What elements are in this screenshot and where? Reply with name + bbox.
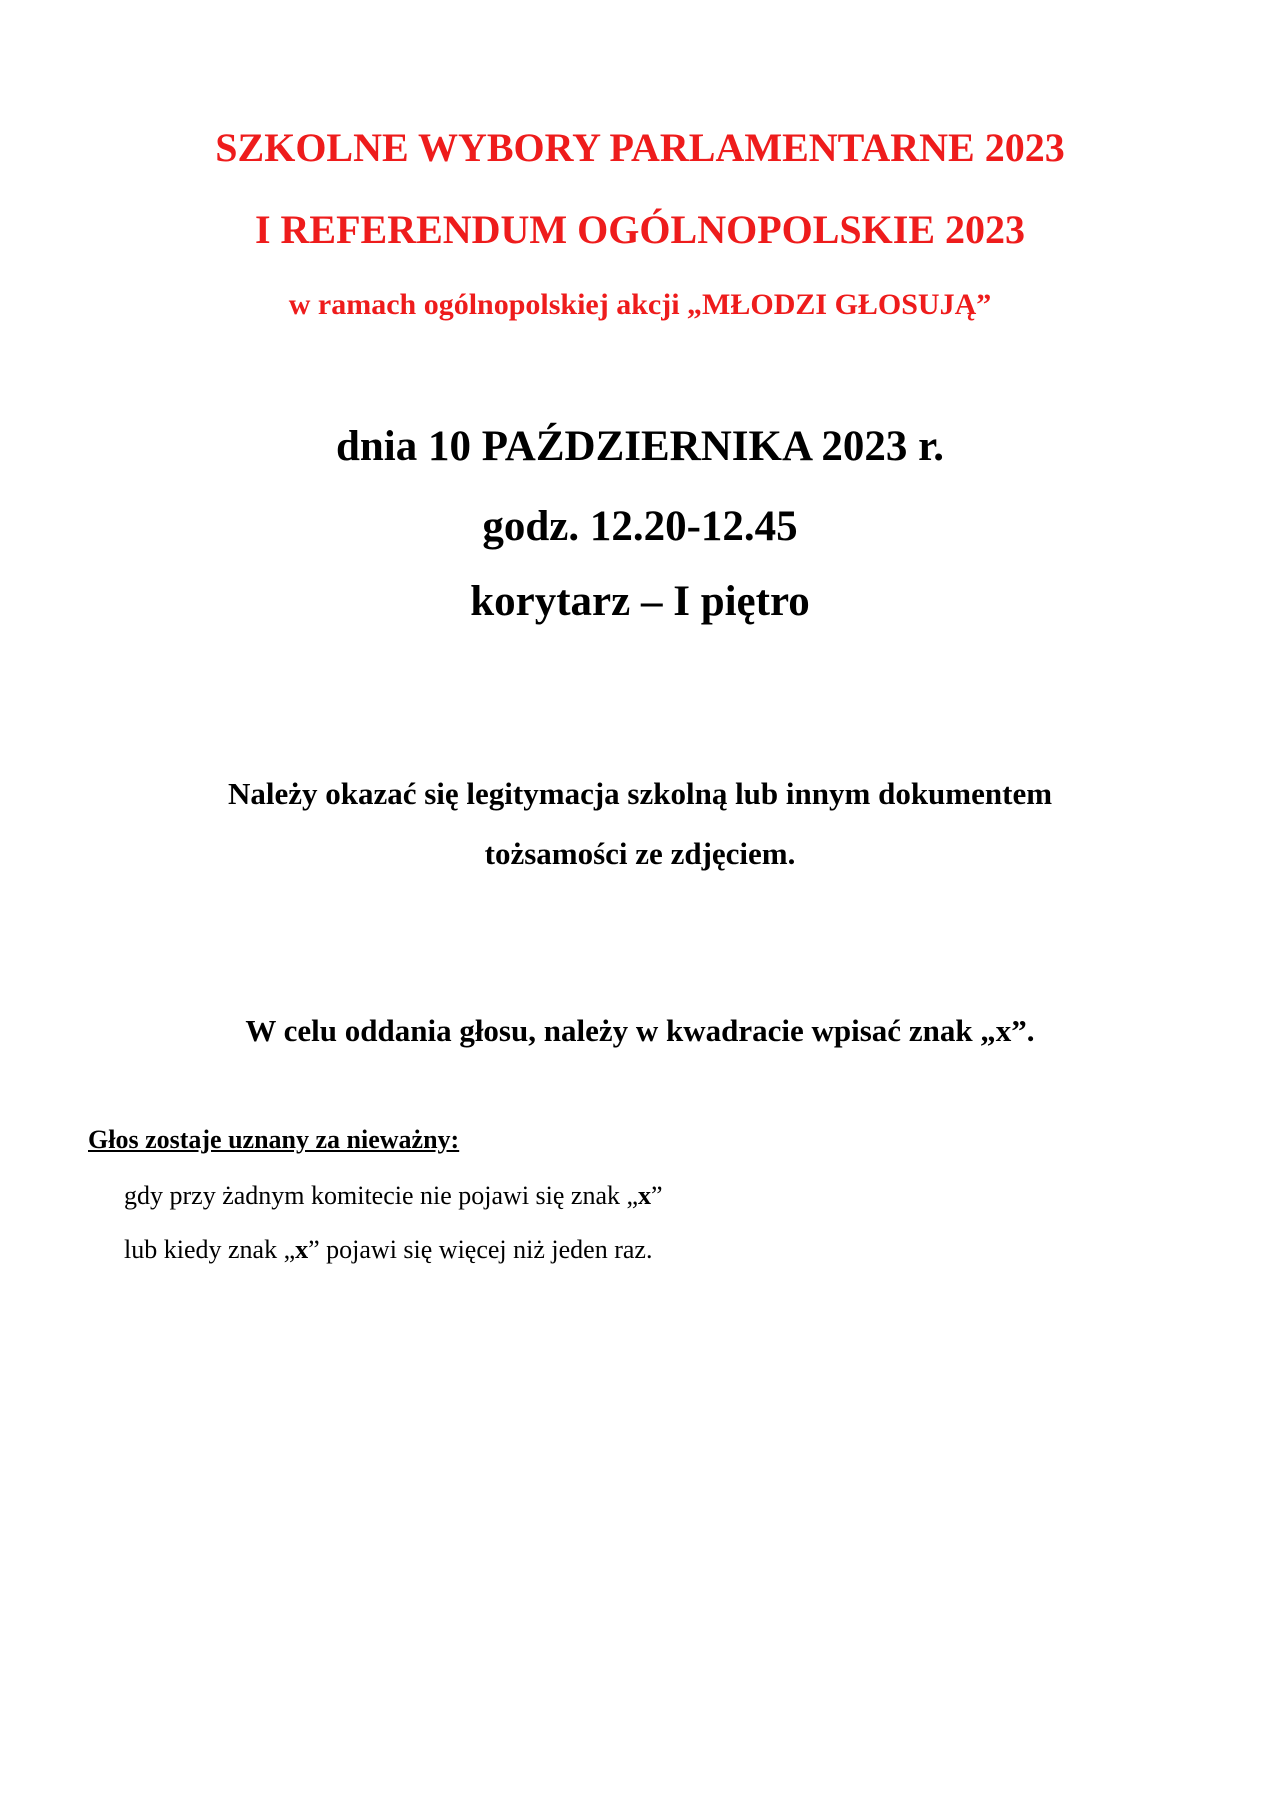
invalid-rule-1-mark: x bbox=[638, 1181, 652, 1210]
title-line-1: SZKOLNE WYBORY PARLAMENTARNE 2023 bbox=[215, 125, 1065, 170]
invalid-rule-2-prefix: lub kiedy znak „ bbox=[124, 1235, 296, 1264]
title-line-2: I REFERENDUM OGÓLNOPOLSKIE 2023 bbox=[254, 207, 1026, 252]
event-time: godz. 12.20-12.45 bbox=[482, 503, 798, 550]
invalid-rule-2 bbox=[124, 1237, 652, 1263]
invalid-rule-1-prefix: gdy przy żadnym komitecie nie pojawi się znak „ bbox=[124, 1181, 639, 1210]
voting-instruction: W celu oddania głosu, należy w kwadracie wpisać znak „x”. bbox=[245, 1013, 1035, 1048]
id-notice-line-1: Należy okazać się legitymacja szkolną lub innym dokumentem bbox=[227, 776, 1053, 811]
event-date: dnia 10 PAŹDZIERNIKA 2023 r. bbox=[335, 423, 945, 470]
invalid-rule-1-suffix: ” bbox=[651, 1181, 663, 1210]
id-notice-line-2: tożsamości ze zdjęciem. bbox=[484, 836, 796, 871]
event-place: korytarz – I piętro bbox=[470, 578, 810, 625]
invalid-rule-1 bbox=[124, 1183, 663, 1209]
invalid-vote-heading: Głos zostaje uznany za nieważny: bbox=[88, 1125, 460, 1154]
invalid-rule-2-suffix: ” pojawi się więcej niż jeden raz. bbox=[308, 1235, 653, 1264]
subtitle: w ramach ogólnopolskiej akcji „MŁODZI GŁOSUJĄ” bbox=[288, 288, 992, 321]
invalid-rule-2-mark: x bbox=[295, 1235, 309, 1264]
